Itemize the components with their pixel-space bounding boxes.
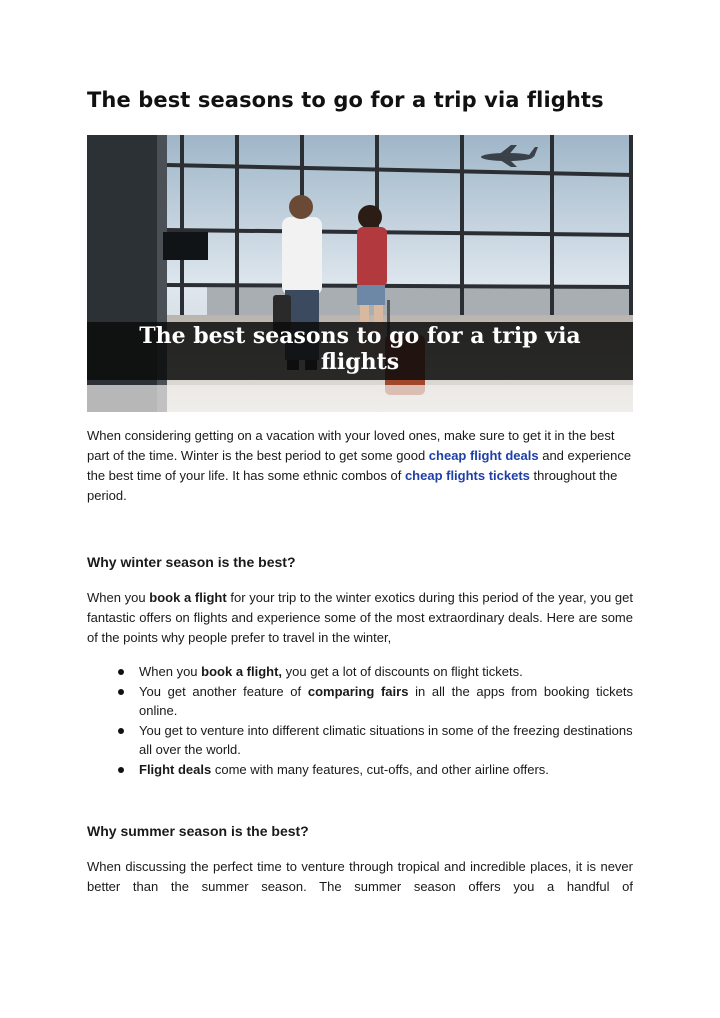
- bullet-text: When you: [139, 664, 202, 679]
- bullet-bold: book a flight,: [201, 664, 283, 679]
- hero-banner-line1: The best seasons to go for a trip via: [139, 323, 581, 349]
- intro-text-1: When considering getting on a vacation with your loved ones, make sure to get it in the best part of the time. Winter is the best period to get some good: [87, 428, 615, 463]
- bullet-text: you get a lot of discounts on flight tickets.: [282, 664, 523, 679]
- hero-banner-text: [87, 323, 633, 375]
- hero-banner-line2: flights: [320, 349, 400, 375]
- list-item: [87, 682, 633, 721]
- winter-paragraph: [87, 588, 633, 648]
- bullet-bold: comparing fairs: [307, 683, 409, 699]
- intro-text-3: throughout the period.: [87, 468, 618, 503]
- bullet-text: You get to venture into different climatic situations in some of the freezing destinations all over the world.: [139, 722, 633, 757]
- bullet-icon: [118, 689, 124, 695]
- winter-bullet-list: [87, 662, 633, 779]
- winter-text-2: for your trip to the winter exotics during this period of the year, you get fantastic offers on flights and experience some of the most extraordinary deals. Here are some of the points why people prefer to travel in the winter,: [87, 590, 633, 645]
- bullet-text: come with many features, cut-offs, and other airline offers.: [211, 761, 549, 777]
- summer-paragraph: When discussing the perfect time to venture through tropical and incredible places, it is never better than the summer season. The summer season offers you a handful of: [87, 859, 633, 894]
- intro-text-2: and experience the best time of your life. It has some ethnic combos of: [87, 448, 632, 483]
- cheap-flights-tickets-link[interactable]: cheap flights tickets: [404, 468, 530, 483]
- intro-paragraph: [87, 426, 633, 506]
- list-item: [87, 760, 633, 780]
- hero-image: [87, 135, 633, 412]
- list-item: [87, 662, 633, 682]
- bullet-icon: [118, 669, 124, 675]
- winter-text-1: When you: [87, 590, 150, 605]
- bullet-icon: [118, 728, 124, 734]
- list-item: [87, 721, 633, 760]
- winter-heading: Why winter season is the best?: [87, 554, 296, 570]
- page-title: The best seasons to go for a trip via flights: [87, 88, 604, 112]
- bullet-text: You get another feature of: [139, 683, 308, 699]
- cheap-flight-deals-link[interactable]: cheap flight deals: [428, 448, 539, 463]
- bullet-icon: [118, 767, 124, 773]
- summer-heading: Why summer season is the best?: [87, 823, 309, 839]
- winter-bold-1: book a flight: [149, 590, 227, 605]
- bullet-text: in all the apps from booking tickets online.: [139, 683, 633, 718]
- bullet-bold: Flight deals: [139, 761, 212, 777]
